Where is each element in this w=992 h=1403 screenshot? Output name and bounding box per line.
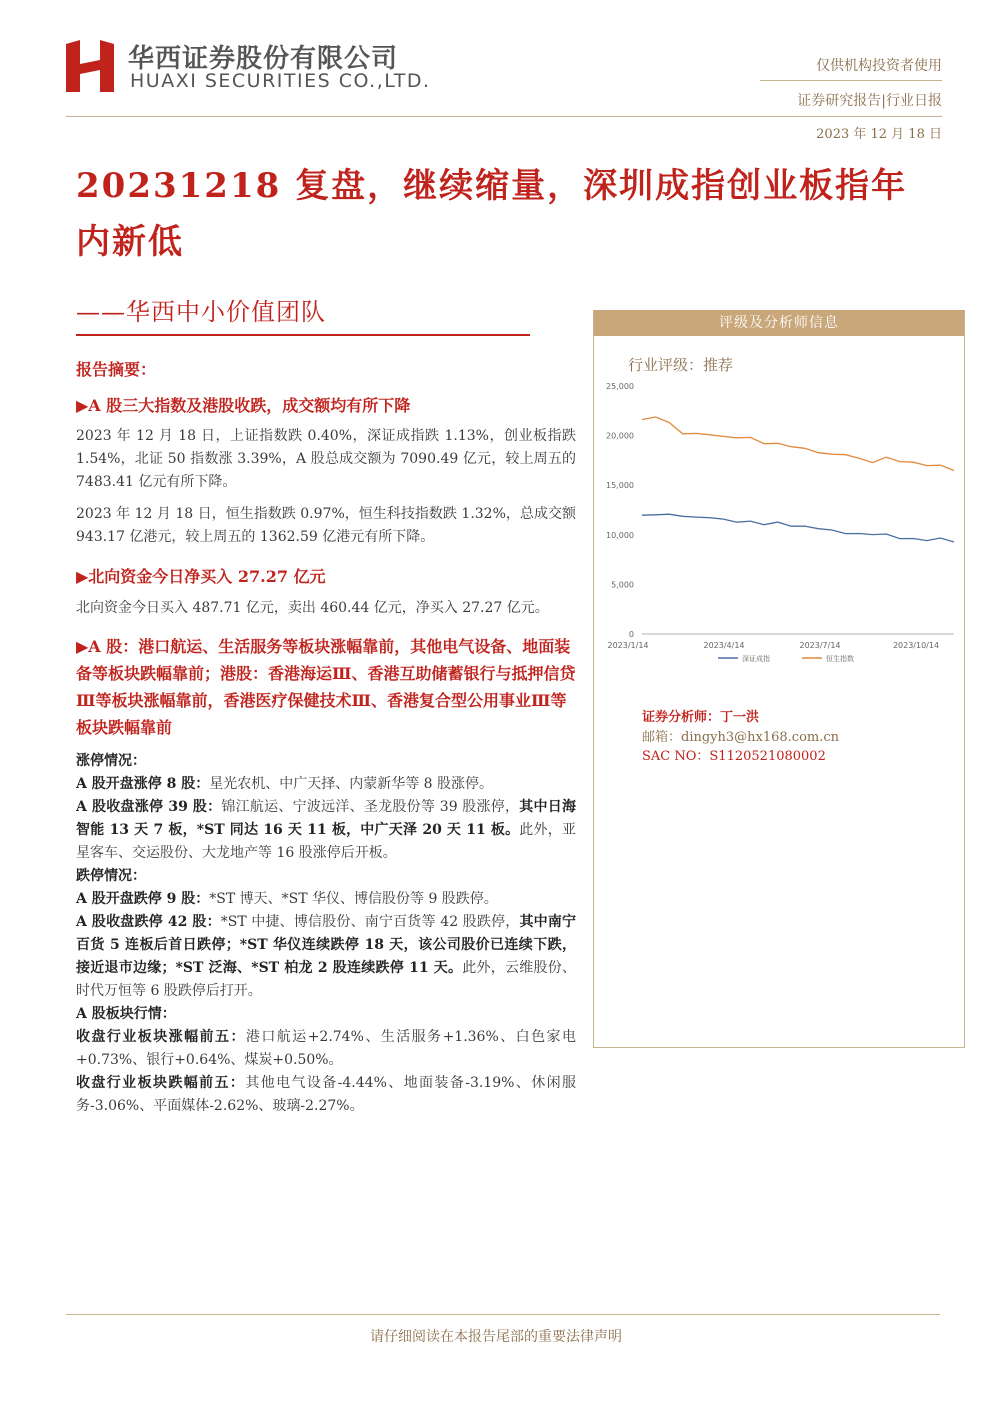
report-type: 证券研究报告|行业日报 (797, 93, 942, 109)
y-tick-label: 25,000 (606, 382, 634, 391)
analyst-line (642, 708, 759, 727)
limit-down-close-highlight: 其中南宁百货 5 连板后首日跌停；*ST 华仪连续跌停 18 天，该公司股价已连续下跌，接近退市边缘；*ST 泛海、*ST 柏龙 2 股连续跌停 11 天。 (76, 914, 577, 976)
limit-down-close-text-2: 此外，云维股份、时代万恒等 6 股跌停后打开。 (76, 960, 577, 999)
limit-down-open-label: A 股开盘跌停 9 股： (76, 891, 210, 907)
y-tick-label: 10,000 (606, 530, 634, 540)
section-1-title: ▶A 股三大指数及港股收跌，成交额均有所下降 (76, 396, 411, 415)
section-3-title: ▶A 股：港口航运、生活服务等板块涨幅靠前，其他电气设备、地面装备等板块跌幅靠前；港股：香港海运Ⅲ、香港互助储蓄银行与抵押信贷Ⅲ等板块涨幅靠前，香港医疗保健技术Ⅲ、香港复合型公用事业Ⅲ等板块跌幅靠前 (76, 637, 576, 737)
x-tick-label: 2023/7/14 (799, 641, 841, 650)
sector-top-gainers-label: 收盘行业板块涨幅前五： (76, 1029, 246, 1045)
report-title: 20231218 复盘，继续缩量，深圳成指创业板指年内新低 (76, 166, 908, 262)
team-name: ——华西中小价值团队 (76, 298, 326, 326)
header-divider (760, 80, 942, 81)
sector-top-losers-label: 收盘行业板块跌幅前五： (76, 1075, 246, 1091)
limit-up-close-label: A 股收盘涨停 39 股： (76, 799, 222, 815)
limit-up-close-text: 锦江航运、宁波远洋、圣龙股份等 39 股涨停， (221, 799, 520, 815)
rating-analyst-panel (593, 310, 965, 1048)
huaxi-logo-icon (62, 38, 118, 94)
limit-up-close (76, 796, 576, 865)
limit-down-close-label: A 股收盘跌停 42 股： (76, 914, 221, 930)
footer-divider (66, 1314, 940, 1315)
legend-label: 恒生指数 (826, 655, 854, 663)
y-tick-label: 0 (628, 630, 634, 639)
limit-up-heading: 涨停情况： (76, 753, 146, 769)
sector-top-losers-text: 其他电气设备-4.44%、地面装备-3.19%、休闲服务-3.06%、平面媒体-2.62%、玻璃-2.27%。 (76, 1075, 576, 1114)
y-tick-label: 15,000 (606, 481, 634, 491)
limit-up-open-label: A 股开盘涨停 8 股： (76, 776, 210, 792)
sector-heading: A 股板块行情： (76, 1006, 176, 1022)
report-date: 2023 年 12 月 18 日 (816, 127, 942, 142)
limit-down-open-text: *ST 博天、*ST 华仪、博信股份等 9 股跌停。 (209, 891, 498, 907)
analyst-name: 丁一洪 (720, 710, 760, 725)
sector-top-losers (76, 1072, 576, 1118)
limit-up-close-highlight: 其中日海智能 13 天 7 板，*ST 同达 16 天 11 板，中广天泽 20 天 11 板。 (76, 799, 577, 838)
x-tick-label: 2023/10/14 (892, 641, 940, 650)
analyst-title: 证券分析师： (642, 710, 721, 725)
section-1-para-2: 2023 年 12 月 18 日，恒生指数跌 0.97%，恒生科技指数跌 1.32%，总成交额 943.17 亿港元，较上周五的 1362.59 亿港元有所下降。 (76, 506, 576, 545)
series-line-2 (642, 417, 954, 471)
analyst-email[interactable]: 邮箱：dingyh3@hx168.com.cn (642, 730, 840, 745)
series-line-1 (642, 514, 954, 542)
section-1-para-1: 2023 年 12 月 18 日，上证指数跌 0.40%，深证成指跌 1.13%，创业板指跌 1.54%，北证 50 指数涨 3.39%，A 股总成交额为 7090.49 亿元，较上周五的 7483.41 亿元有所下降。 (76, 428, 576, 490)
x-tick-label: 2023/4/14 (703, 641, 745, 650)
index-line-chart (598, 376, 962, 672)
header-divider (66, 116, 942, 117)
limit-up-close-text-2: 此外，亚星客车、交运股份、大龙地产等 16 股涨停后开板。 (76, 822, 576, 861)
usage-note: 仅供机构投资者使用 (816, 58, 942, 74)
section-2-title: ▶北向资金今日净买入 27.27 亿元 (76, 567, 326, 586)
company-name-cn: 华西证券股份有限公司 (128, 44, 399, 74)
industry-rating: 行业评级：推荐 (628, 356, 734, 374)
limit-up-open (76, 773, 576, 796)
x-tick-label: 2023/1/14 (607, 641, 649, 650)
sector-top-gainers (76, 1026, 576, 1072)
y-tick-label: 5,000 (611, 580, 634, 590)
limit-down-open (76, 888, 576, 911)
limit-up-open-text: 星光农机、中广天择、内蒙新华等 8 股涨停。 (209, 776, 494, 792)
limit-down-heading: 跌停情况： (76, 868, 146, 884)
limit-down-close-text: *ST 中捷、博信股份、南宁百货等 42 股跌停， (220, 914, 520, 930)
limit-down-close (76, 911, 576, 1003)
y-tick-label: 20,000 (606, 431, 634, 441)
sector-top-gainers-text: 港口航运+2.74%、生活服务+1.36%、白色家电+0.73%、银行+0.64%、煤炭+0.50%。 (76, 1029, 576, 1068)
summary-heading: 报告摘要： (76, 360, 157, 379)
legend-label: 深证成指 (742, 655, 770, 663)
analyst-sac-no: SAC NO：S1120521080002 (642, 749, 826, 764)
panel-header: 评级及分析师信息 (594, 310, 964, 336)
section-2-para-1: 北向资金今日买入 487.71 亿元，卖出 460.44 亿元，净买入 27.27 亿元。 (76, 600, 549, 616)
company-name-en: HUAXI SECURITIES CO.,LTD. (130, 70, 431, 92)
team-divider (76, 334, 530, 336)
summary-section (76, 356, 576, 1118)
legal-notice: 请仔细阅读在本报告尾部的重要法律声明 (370, 1329, 622, 1345)
